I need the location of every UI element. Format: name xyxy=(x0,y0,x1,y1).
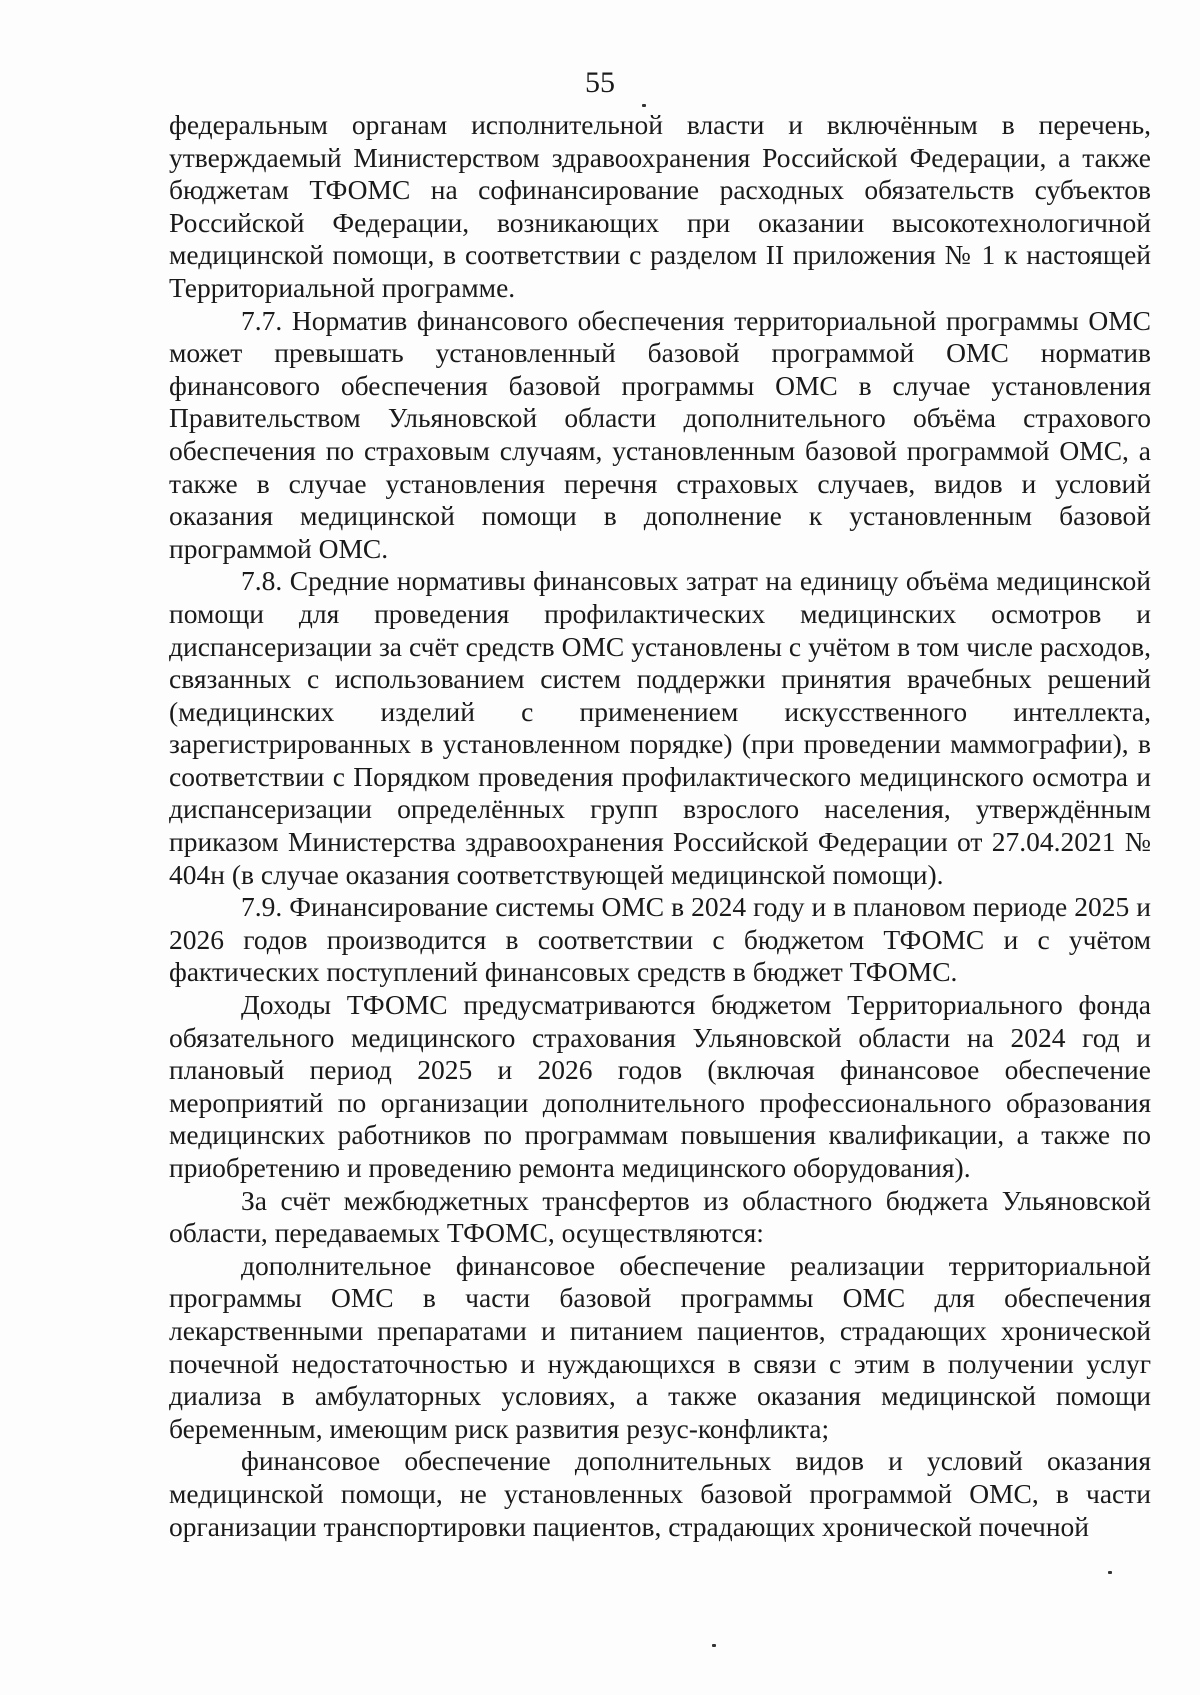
paragraph-additional-funding: дополнительное финансовое обеспечение реализации территориальной программы ОМС в части базовой программы ОМС для обеспечения лекарственными препаратами и питанием пациентов, страдающих хронической почечной недостаточностью и нуждающихся в связи с этим в получении услуг диализа в амбулаторных условиях, а также оказания медицинской помощи беременным, имеющим риск развития резус-конфликта; xyxy=(169,1249,1151,1444)
paragraph-7-8: 7.8. Средние нормативы финансовых затрат на единицу объёма медицинской помощи для проведения профилактических медицинских осмотров и диспансеризации за счёт средств ОМС установлены с учётом в том числе расходов, связанных с использованием систем поддержки принятия врачебных решений (медицинских изделий с применением искусственного интеллекта, зарегистрированных в установленном порядке) (при проведении маммографии), в соответствии с Порядком проведения профилактического медицинского осмотра и диспансеризации определённых групп взрослого населения, утверждённым приказом Министерства здравоохранения Российской Федерации от 27.04.2021 № 404н (в случае оказания соответствующей медицинской помощи). xyxy=(169,565,1151,890)
scan-speck xyxy=(712,1644,716,1647)
paragraph-7-9: 7.9. Финансирование системы ОМС в 2024 году и в плановом периоде 2025 и 2026 годов производится в соответствии с бюджетом ТФОМС и с учётом фактических поступлений финансовых средств в бюджет ТФОМС. xyxy=(169,891,1151,988)
paragraph-revenues: Доходы ТФОМС предусматриваются бюджетом Территориального фонда обязательного медицинского страхования Ульяновской области на 2024 год и плановый период 2025 и 2026 годов (включая финансовое обеспечение мероприятий по организации дополнительного профессионального образования медицинских работников по программам повышения квалификации, а также по приобретению и проведению ремонта медицинского оборудования). xyxy=(169,989,1151,1183)
scan-speck xyxy=(642,104,646,107)
scan-speck xyxy=(1108,1571,1112,1574)
paragraph-financial-provision: финансовое обеспечение дополнительных видов и условий оказания медицинской помощи, не установленных базовой программой ОМС, в части организации транспортировки пациентов, страдающих хронической почечной xyxy=(169,1445,1151,1542)
paragraph-7-7: 7.7. Норматив финансового обеспечения территориальной программы ОМС может превышать установленный базовой программой ОМС норматив финансового обеспечения базовой программы ОМС в случае установления Правительством Ульяновской области дополнительного объёма страхового обеспечения по страховым случаям, установленным базовой программой ОМС, а также в случае установления перечня страховых случаев, видов и условий оказания медицинской помощи в дополнение к установленным базовой программой ОМС. xyxy=(169,304,1151,564)
document-body xyxy=(169,109,1151,1543)
page-number: 55 xyxy=(585,66,615,99)
paragraph-continuation: федеральным органам исполнительной власти и включённым в перечень, утверждаемый Министерством здравоохранения Российской Федерации, а также бюджетам ТФОМС на софинансирование расходных обязательств субъектов Российской Федерации, возникающих при оказании высокотехнологичной медицинской помощи, в соответствии с разделом II приложения № 1 к настоящей Территориальной программе. xyxy=(169,109,1151,303)
paragraph-transfers: За счёт межбюджетных трансфертов из областного бюджета Ульяновской области, передаваемых ТФОМС, осуществляются: xyxy=(169,1184,1151,1249)
